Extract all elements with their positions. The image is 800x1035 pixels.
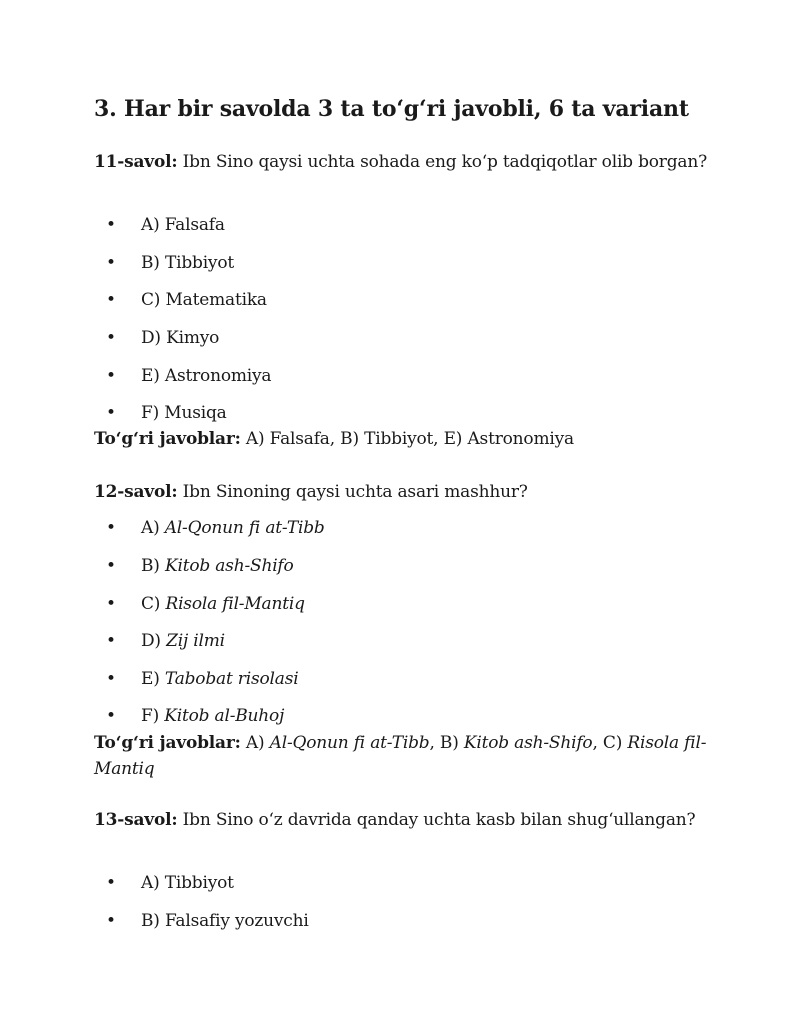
option-letter: B) (141, 556, 160, 576)
bullet: • (106, 328, 116, 348)
bullet: • (106, 366, 116, 386)
question-label: 11-savol: (94, 152, 178, 172)
bullet: • (106, 911, 116, 931)
question-13 (94, 807, 714, 833)
answer-letter: A) (245, 429, 265, 449)
option-letter: A) (141, 215, 160, 235)
option-text: Matematika (165, 290, 267, 310)
option-letter: A) (141, 518, 160, 538)
option-text: Tabobat risolasi (164, 669, 299, 689)
answers-11: To‘g‘ri javoblar: A) Falsafa, B) Tibbiyot, E) Astronomiya (94, 429, 574, 449)
option-text: Kimyo (166, 328, 220, 348)
bullet: • (106, 631, 116, 651)
option-letter: F) (141, 403, 160, 423)
option-letter: D) (141, 631, 161, 651)
option-text: Al-Qonun fi at-Tibb (164, 518, 325, 538)
bullet: • (106, 518, 116, 538)
answers-12: To‘g‘ri javoblar: A) Al-Qonun fi at-Tibb, B) Kitob ash-Shifo, C) Risola fil-Mantiq (94, 733, 707, 779)
option-letter: B) (141, 253, 160, 273)
bullet: • (106, 403, 116, 423)
bullet: • (106, 669, 116, 689)
answers-label: To‘g‘ri javoblar: (94, 429, 241, 449)
option-text: Tibbiyot (164, 253, 235, 273)
question-12 (94, 479, 714, 505)
bullet: • (106, 253, 116, 273)
option-text: Kitob ash-Shifo (164, 556, 294, 576)
question-text: Ibn Sino o‘z davrida qanday uchta kasb bilan shug‘ullangan? (182, 810, 696, 830)
answer-text: Tibbiyot (364, 429, 434, 449)
option-letter: C) (141, 594, 161, 614)
answers-label: To‘g‘ri javoblar: (94, 733, 241, 753)
answer-letter: B) (439, 733, 459, 753)
answer-text: Astronomiya (467, 429, 574, 449)
answer-letter: C) (602, 733, 623, 753)
question-label: 13-savol: (94, 810, 178, 830)
answer-text: Kitob ash-Shifo (463, 733, 593, 753)
answer-text: Falsafa (269, 429, 330, 449)
option-text: Kitob al-Buhoj (164, 706, 285, 726)
question-label: 12-savol: (94, 482, 178, 502)
option-text: Risola fil-Mantiq (165, 594, 305, 614)
option-text: Falsafa (164, 215, 225, 235)
option-letter: E) (141, 366, 160, 386)
bullet: • (106, 290, 116, 310)
option-letter: B) (141, 911, 160, 931)
bullet: • (106, 706, 116, 726)
option-text: Tibbiyot (164, 873, 234, 893)
option-text: Falsafiy yozuvchi (164, 911, 309, 931)
question-text: Ibn Sinoning qaysi uchta asari mashhur? (182, 482, 528, 502)
question-11 (94, 149, 714, 175)
option-letter: C) (141, 290, 161, 310)
answer-letter: B) (340, 429, 359, 449)
answer-letter: E) (443, 429, 463, 449)
question-text: Ibn Sino qaysi uchta sohada eng ko‘p tadqiqotlar olib borgan? (182, 152, 707, 172)
option-text: Musiqa (164, 403, 227, 423)
option-letter: A) (141, 873, 160, 893)
bullet: • (106, 556, 116, 576)
option-letter: E) (141, 669, 160, 689)
answer-text: Al-Qonun fi at-Tibb (269, 733, 430, 753)
answer-letter: A) (245, 733, 265, 753)
option-letter: D) (141, 328, 161, 348)
option-letter: F) (141, 706, 160, 726)
section-heading: 3. Har bir savolda 3 ta to‘g‘ri javobli, 6 ta variant (94, 96, 689, 122)
bullet: • (106, 873, 116, 893)
bullet: • (106, 215, 116, 235)
bullet: • (106, 594, 116, 614)
option-text: Astronomiya (164, 366, 272, 386)
option-text: Zij ilmi (166, 631, 225, 651)
answer-text: Risola fil-Mantiq (94, 733, 707, 779)
